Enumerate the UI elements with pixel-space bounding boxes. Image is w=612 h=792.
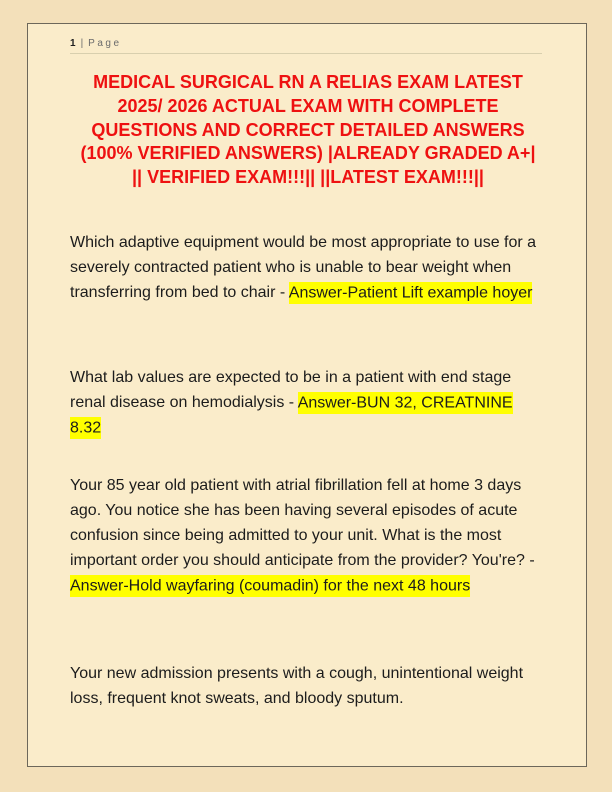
page-header-separator: | xyxy=(80,38,84,49)
title-line: || VERIFIED EXAM!!!|| ||LATEST EXAM!!!|| xyxy=(132,167,484,188)
question-paragraph xyxy=(70,230,547,305)
question-text: Your 85 year old patient with atrial fibrillation fell at home 3 days ago. You notice she has been having several episodes of acute confusion since being admitted to your unit. What is the most important order you should anticipate from the provider? You're? - xyxy=(70,477,535,569)
question-paragraph xyxy=(70,365,547,440)
title-line: MEDICAL SURGICAL RN A RELIAS EXAM LATEST xyxy=(93,72,523,92)
page-header xyxy=(70,37,542,54)
question-text: Which adaptive equipment would be most appropriate to use for a severely contracted patient who is unable to bear weight when transferring from bed to chair - xyxy=(70,234,537,301)
document-title xyxy=(70,71,546,190)
document-page xyxy=(27,23,587,767)
page-number: 1 xyxy=(70,38,76,49)
answer-highlight: Answer-Hold wayfaring (coumadin) for the next 48 hours xyxy=(70,575,470,597)
question-paragraph xyxy=(70,473,547,598)
title-line: QUESTIONS AND CORRECT DETAILED ANSWERS xyxy=(91,119,525,140)
title-line: 2025/ 2026 ACTUAL EXAM WITH COMPLETE xyxy=(117,95,499,116)
answer-highlight: Answer-Patient Lift example hoyer xyxy=(289,282,533,304)
question-paragraph xyxy=(70,661,547,711)
title-line: (100% VERIFIED ANSWERS) |ALREADY GRADED A+| xyxy=(80,143,536,164)
question-text: Your new admission presents with a cough, unintentional weight loss, frequent knot sweats, and bloody sputum. xyxy=(70,665,524,707)
answer-highlight: Answer-BUN 32, CREATNINE 8.32 xyxy=(70,392,513,439)
page-header-label: Page xyxy=(88,38,122,49)
question-text: What lab values are expected to be in a patient with end stage renal disease on hemodialysis - xyxy=(70,369,512,411)
